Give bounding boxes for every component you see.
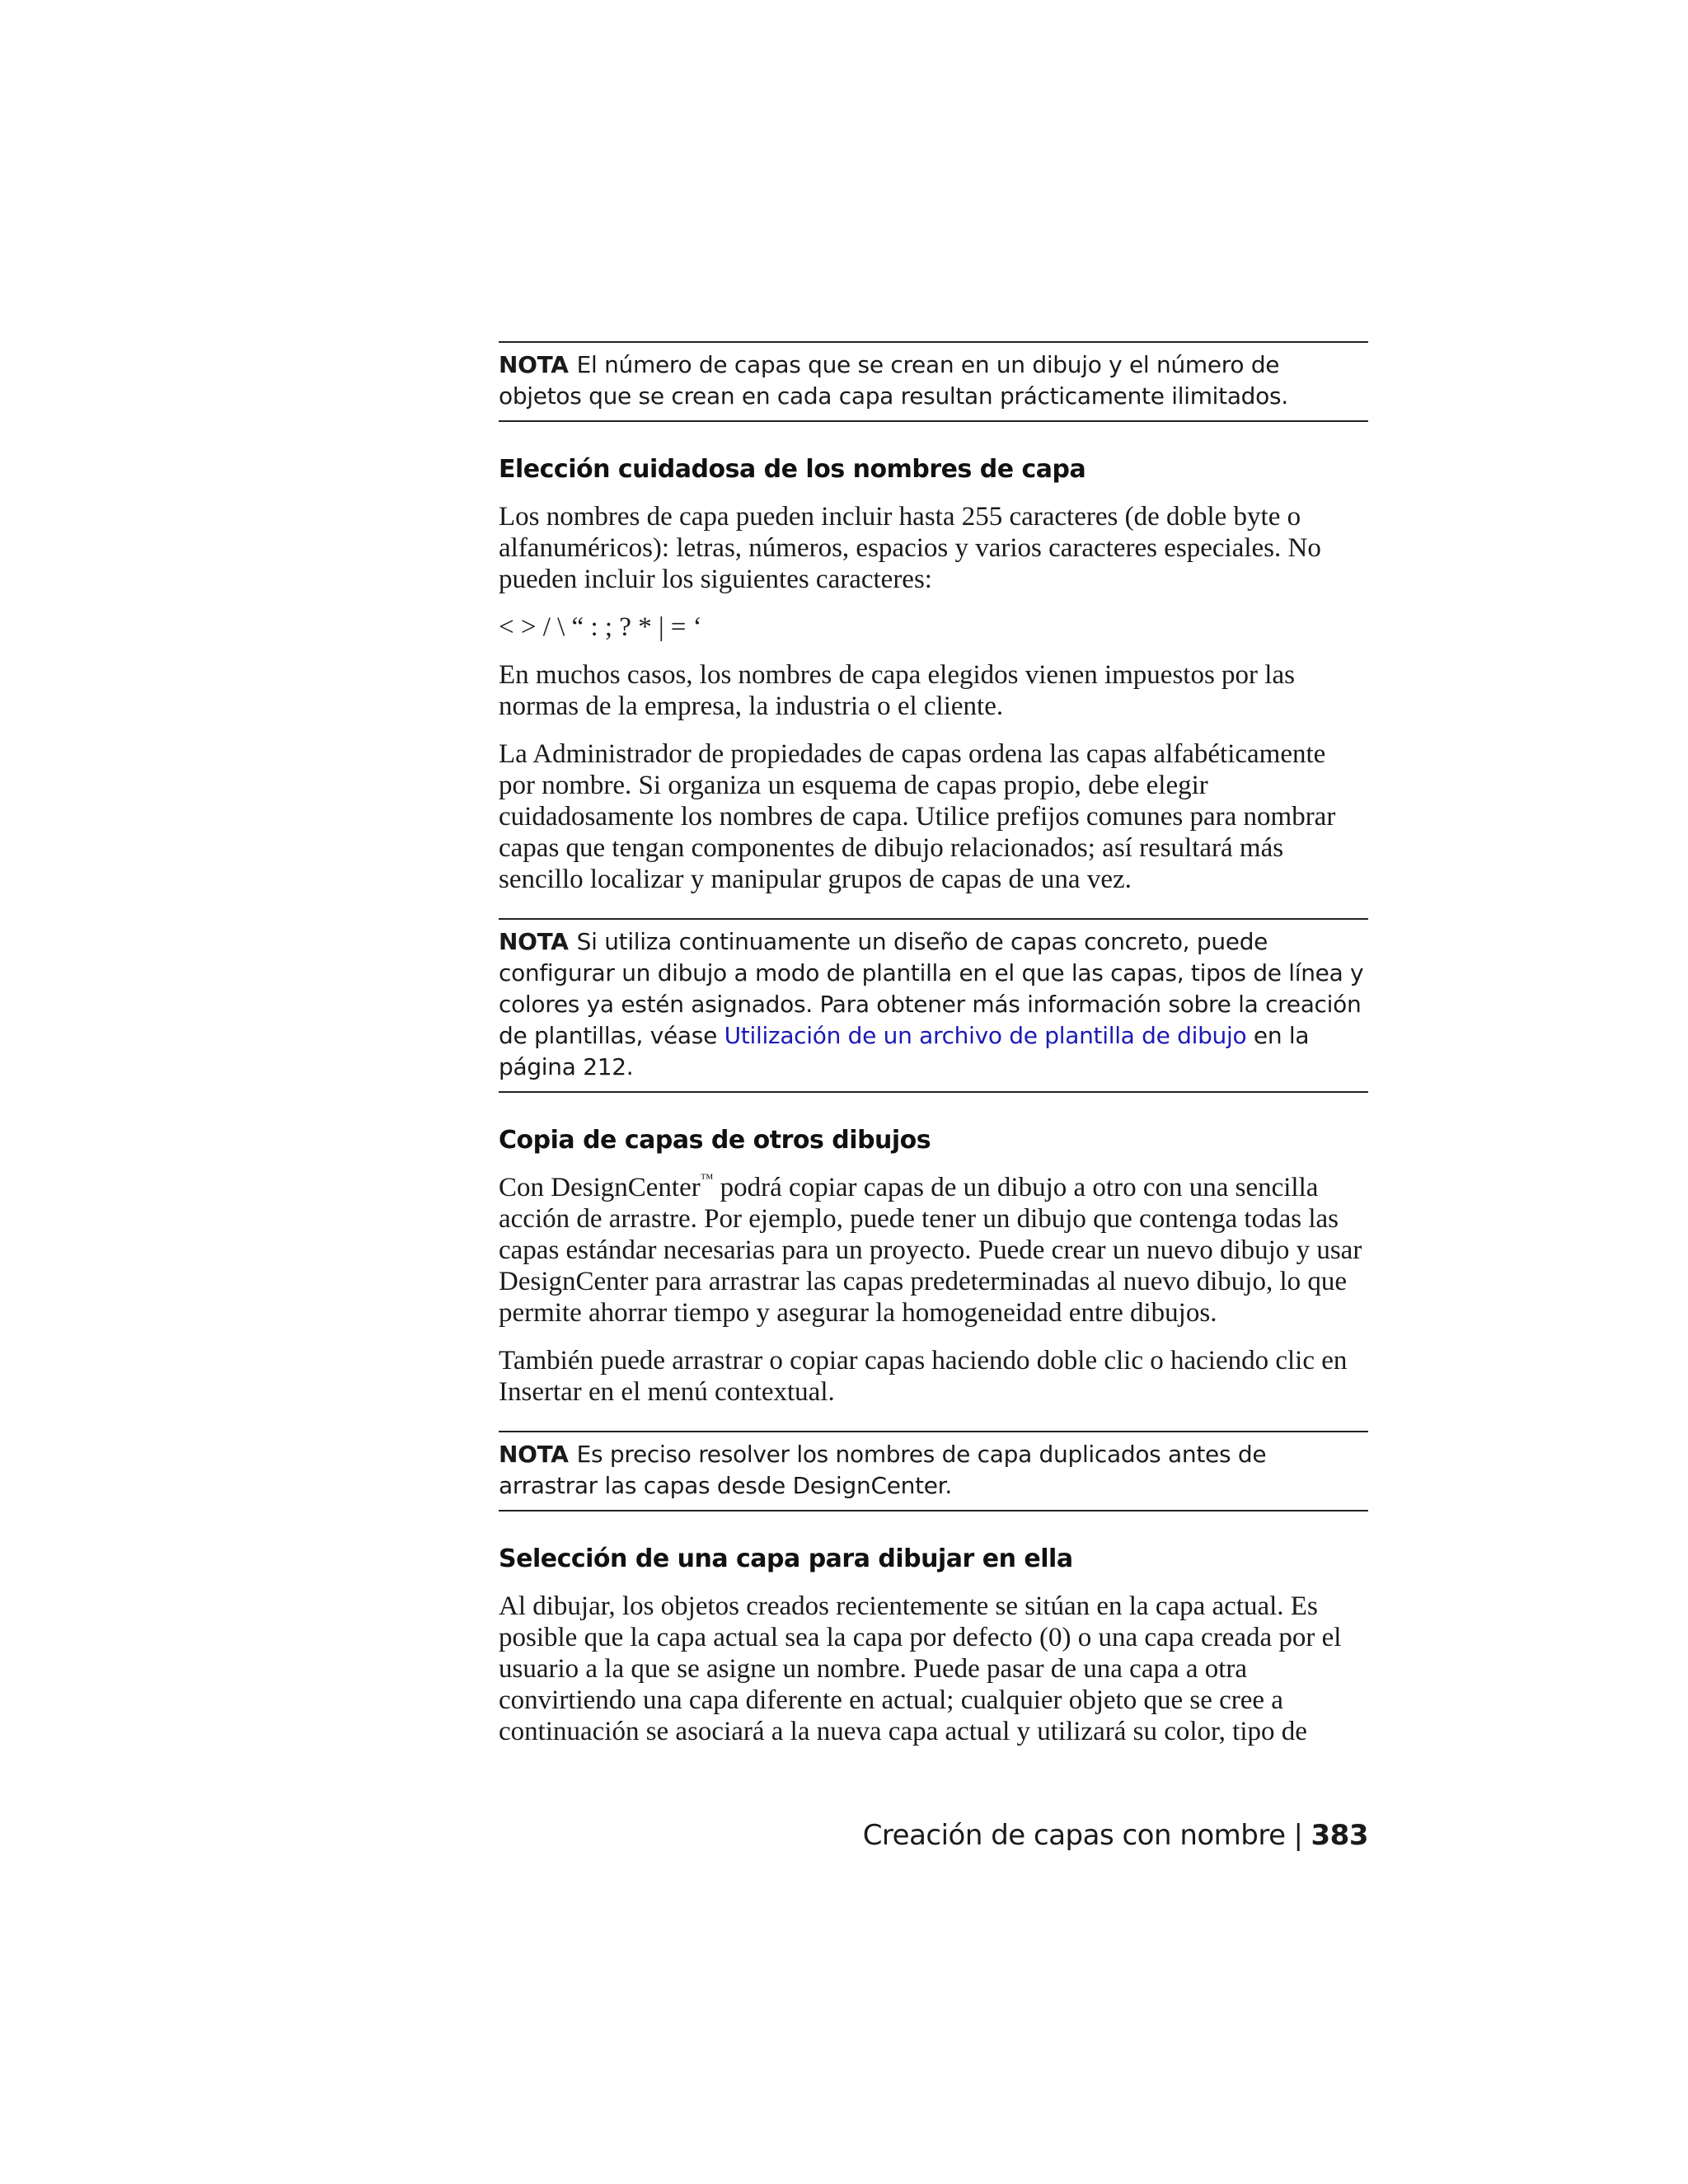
page-footer (499, 1819, 1368, 1852)
note-text: El número de capas que se crean en un dibujo y el número de objetos que se crean en cada capa resultan prácticamente ilimitados. (499, 351, 1288, 410)
paragraph: Los nombres de capa pueden incluir hasta 255 caracteres (de doble byte o alfanuméricos): letras, números, espacios y varios caracteres especiales. No pueden incluir los siguientes caracteres: (499, 502, 1321, 594)
note-text-after-link: en la página 212. (499, 1022, 1310, 1080)
note-box (499, 918, 1368, 1093)
paragraph (499, 1172, 1368, 1329)
note-label: NOTA (499, 1441, 569, 1468)
paragraph: Al dibujar, los objetos creados recientemente se sitúan en la capa actual. Es posible que la capa actual sea la capa por defecto (0) o una capa creada por el usuario a la que se asigne un nombre. Puede pasar de una capa a otra convirtiendo una capa diferente en actual; cualquier objeto que se cree a continuación se asociará a la nueva capa actual y utilizará su color, tipo de (499, 1591, 1342, 1746)
paragraph-text: podrá copiar capas de un dibujo a otro con una sencilla acción de arrastre. Por ejemplo, puede tener un dibujo que contenga todas las capas estándar necesarias para un proyecto. Puede crear un nuevo dibujo y usar DesignCenter para arrastrar las capas predeterminadas al nuevo dibujo, lo que permite ahorrar tiempo y asegurar la homogeneidad entre dibujos. (499, 1173, 1362, 1328)
template-file-link[interactable]: Utilización de un archivo de plantilla de dibujo (724, 1022, 1247, 1049)
page-content (499, 341, 1368, 1764)
note-text: Es preciso resolver los nombres de capa duplicados antes de arrastrar las capas desde DesignCenter. (499, 1441, 1267, 1499)
note-text: Si utiliza continuamente un diseño de capas concreto, puede configurar un dibujo a modo de plantilla en el que las capas, tipos de línea y colores ya estén asignados. Para obtener más información sobre la creación de plantillas, véase (499, 928, 1364, 1049)
section-heading: Elección cuidadosa de los nombres de capa (499, 455, 1086, 484)
section-heading: Copia de capas de otros dibujos (499, 1126, 931, 1155)
note-label: NOTA (499, 351, 569, 378)
trademark-symbol: ™ (700, 1172, 714, 1186)
paragraph: La Administrador de propiedades de capas ordena las capas alfabéticamente por nombre. Si organiza un esquema de capas propio, debe elegir cuidadosamente los nombres de capa. Utilice prefijos comunes para nombrar capas que tengan componentes de dibujo relacionados; así resultará más sencillo localizar y manipular grupos de capas de una vez. (499, 739, 1336, 894)
paragraph: En muchos casos, los nombres de capa elegidos vienen impuestos por las normas de la empresa, la industria o el cliente. (499, 660, 1295, 721)
note-label: NOTA (499, 928, 569, 955)
note-box (499, 341, 1368, 422)
footer-separator: | (1293, 1819, 1303, 1852)
paragraph: También puede arrastrar o copiar capas haciendo doble clic o haciendo clic en Insertar en el menú contextual. (499, 1346, 1348, 1407)
note-box (499, 1431, 1368, 1511)
section-heading: Selección de una capa para dibujar en ella (499, 1544, 1073, 1573)
page-number: 383 (1311, 1819, 1368, 1852)
forbidden-characters: < > / \ “ : ; ? * | = ‘ (499, 612, 702, 642)
footer-title: Creación de capas con nombre (862, 1819, 1286, 1852)
designcenter-name: Con DesignCenter (499, 1173, 701, 1202)
